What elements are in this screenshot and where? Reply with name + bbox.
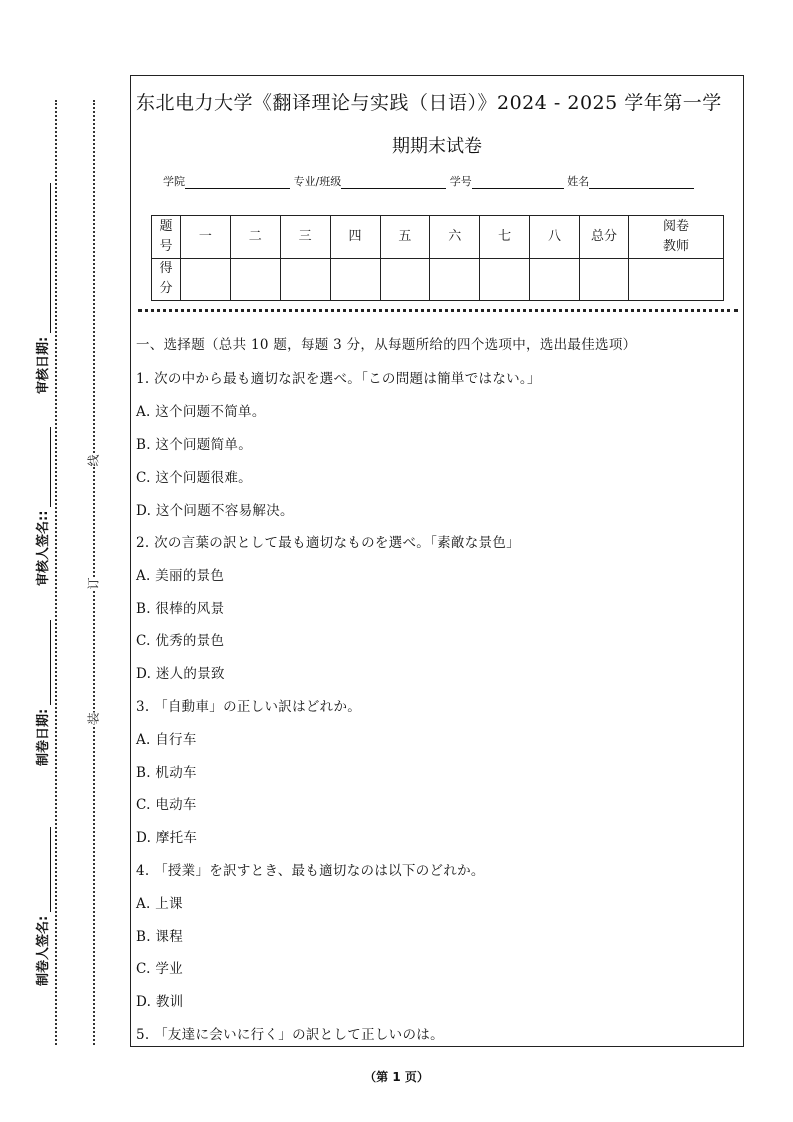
binding-char-bind: 装: [83, 712, 104, 724]
student-info-row: [163, 173, 694, 189]
question-stem: 2. 次の言葉の訳として最も適切なものを選べ。「素敵な景色」: [136, 535, 520, 551]
column-header: 七: [480, 216, 530, 259]
column-header: 六: [430, 216, 480, 259]
major-class-blank[interactable]: [341, 177, 446, 189]
preparer-sign-blank: [38, 827, 51, 912]
score-cell[interactable]: [480, 258, 530, 301]
section-separator: [138, 309, 738, 312]
question-option: C. 电动车: [136, 797, 197, 813]
prep-date-field: [32, 616, 51, 770]
student-id-blank[interactable]: [472, 177, 564, 189]
major-class-label: 专业/班级: [293, 175, 342, 188]
score-table: [151, 215, 724, 301]
score-cell[interactable]: [430, 258, 480, 301]
question-option: D. 迷人的景致: [136, 666, 225, 682]
score-cell[interactable]: [330, 258, 380, 301]
question-option: B. 课程: [136, 929, 184, 945]
section-title: 一、选择题（总共 10 题，每题 3 分，从每题所给的四个选项中，选出最佳选项）: [136, 337, 637, 353]
score-cell[interactable]: [280, 258, 330, 301]
header-label-cell: 题 号: [152, 216, 181, 259]
question-option: B. 很棒的风景: [136, 601, 225, 617]
review-date-label: 审核日期:: [36, 336, 51, 394]
prep-date-label: 制卷日期:: [36, 708, 51, 766]
column-header: 二: [230, 216, 280, 259]
question-stem: 4. 「授業」を訳すとき、最も適切なのは以下のどれか。: [136, 863, 485, 879]
question-stem: 1. 次の中から最も適切な訳を選べ。「この問題は簡単ではない。」: [136, 371, 541, 387]
reviewer-sign-label: 审核人签名::: [36, 510, 51, 586]
question-option: C. 这个问题很难。: [136, 470, 252, 486]
binding-dotted-line-outer: [55, 100, 57, 1045]
question-option: B. 机动车: [136, 765, 197, 781]
column-header: 一: [181, 216, 231, 259]
question-option: A. 美丽的景色: [136, 568, 225, 584]
question-stem: 3. 「自動車」の正しい訳はどれか。: [136, 699, 362, 715]
exam-title-line1: 东北电力大学《翻译理论与实践（日语）》2024 - 2025 学年第一学: [136, 92, 722, 114]
preparer-sign-label: 制卷人签名:: [36, 915, 51, 986]
student-id-label: 学号: [449, 175, 472, 188]
column-header: 八: [530, 216, 580, 259]
score-cell[interactable]: [530, 258, 580, 301]
score-cell[interactable]: [181, 258, 231, 301]
page-number: （第 1 页）: [364, 1070, 429, 1084]
score-cell[interactable]: [230, 258, 280, 301]
question-option: D. 这个问题不容易解决。: [136, 503, 294, 519]
score-label-cell: 得 分: [152, 258, 181, 301]
score-table-score-row: [152, 258, 724, 301]
column-header: 五: [380, 216, 430, 259]
name-label: 姓名: [567, 175, 590, 188]
question-option: A. 自行车: [136, 732, 197, 748]
review-date-field: [32, 179, 51, 398]
question-option: A. 上课: [136, 896, 183, 912]
binding-dotted-line-inner: [93, 100, 95, 1045]
reviewer-sign-field: [32, 423, 51, 590]
question-option: D. 教训: [136, 994, 184, 1010]
score-cell[interactable]: [380, 258, 430, 301]
binding-char-line: 线: [83, 454, 104, 466]
review-date-blank: [38, 183, 51, 333]
column-header: 四: [330, 216, 380, 259]
exam-title-line2: 期期末试卷: [392, 136, 482, 157]
question-option: C. 学业: [136, 961, 183, 977]
question-option: B. 这个问题简单。: [136, 437, 253, 453]
name-blank[interactable]: [589, 177, 694, 189]
score-table-header-row: [152, 216, 724, 259]
preparer-sign-field: [32, 823, 51, 990]
question-option: C. 优秀的景色: [136, 633, 225, 649]
college-label: 学院: [163, 175, 185, 188]
question-option: D. 摩托车: [136, 830, 198, 846]
score-cell-total[interactable]: [580, 258, 629, 301]
grader-cell[interactable]: [629, 258, 724, 301]
question-stem: 5. 「友達に会いに行く」の訳として正しいのは。: [136, 1027, 444, 1043]
column-header: 三: [280, 216, 330, 259]
grader-header-cell: 阅卷 教师: [629, 216, 724, 259]
column-header-total: 总分: [580, 216, 629, 259]
question-option: A. 这个问题不简单。: [136, 404, 266, 420]
prep-date-blank: [38, 620, 51, 705]
college-blank[interactable]: [185, 177, 290, 189]
binding-char-order: 订: [83, 577, 104, 589]
reviewer-sign-blank: [38, 427, 51, 507]
